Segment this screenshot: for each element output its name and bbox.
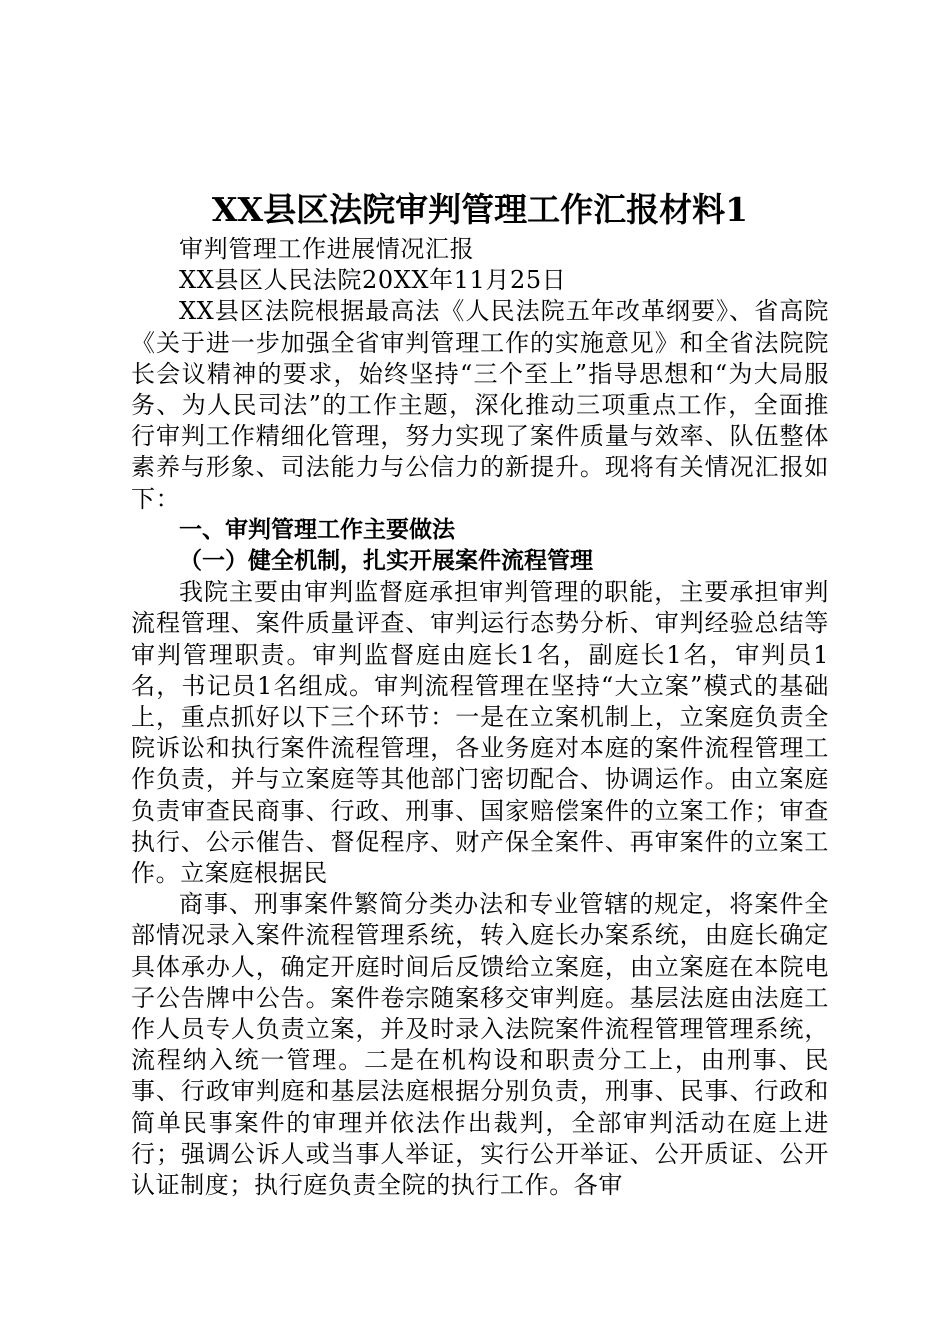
subsection-heading: （一）健全机制，扎实开展案件流程管理 [179,548,593,575]
document-subtitle: 审判管理工作进展情况汇报 [179,235,475,263]
body-paragraph: 我院主要由审判监督庭承担审判管理的职能，主要承担审判流程管理、案件质量评查、审判运行态势分析、审判经验总结等审判管理职责。审判监督庭由庭长1名，副庭长1名，审判员1名，书记员1名组成。审判流程管理在坚持“大立案”模式的基础上，重点抓好以下三个环节：一是在立案机制上，立案庭负责全院诉讼和执行案件流程管理，各业务庭对本庭的案件流程管理工作负责，并与立案庭等其他部门密切配合、协调运作。由立案庭负责审查民商事、行政、刑事、国家赔偿案件的立案工作；审查执行、公示催告、督促程序、财产保全案件、再审案件的立案工作。立案庭根据民 [131,578,829,888]
body-paragraph-continued: 商事、刑事案件繁简分类办法和专业管辖的规定，将案件全部情况录入案件流程管理系统，转入庭长办案系统，由庭长确定具体承办人，确定开庭时间后反馈给立案庭，由立案庭在本院电子公告牌中公告。案件卷宗随案移交审判庭。基层法庭由法庭工作人员专人负责立案，并及时录入法院案件流程管理管理系统，流程纳入统一管理。二是在机构设和职责分工上，由刑事、民事、行政审判庭和基层法庭根据分别负责，刑事、民事、行政和简单民事案件的审理并依法作出裁判，全部审判活动在庭上进行；强调公诉人或当事人举证，实行公开举证、公开质证、公开认证制度；执行庭负责全院的执行工作。各审 [131,890,829,1200]
author-date-line: XX县区人民法院20XX年11月25日 [179,266,567,295]
document-title: XX县区法院审判管理工作汇报材料1 [211,190,749,229]
intro-paragraph: XX县区法院根据最高法《人民法院五年改革纲要》、省高院《关于进一步加强全省审判管理工作的实施意见》和全省法院院长会议精神的要求，始终坚持“三个至上”指导思想和“为大局服务、为人民司法”的工作主题，深化推动三项重点工作，全面推行审判工作精细化管理，努力实现了案件质量与效率、队伍整体素养与形象、司法能力与公信力的新提升。现将有关情况汇报如下： [131,297,829,513]
section-heading: 一、审判管理工作主要做法 [179,516,455,543]
document-body [131,188,829,1201]
